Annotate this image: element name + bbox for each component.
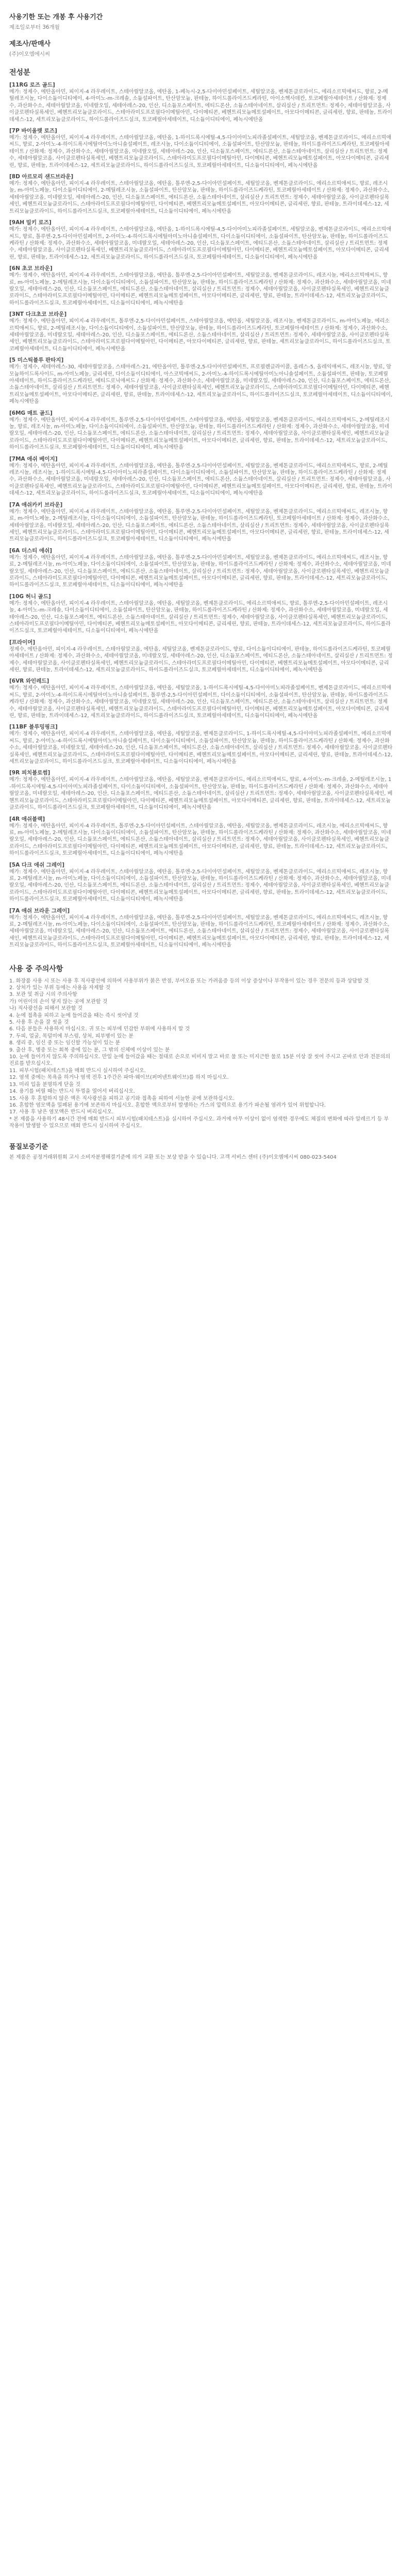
product-name: [5A 다크 애쉬 그레이] (9, 861, 64, 868)
caution-item: 17. 사용 후 남은 염모액은 반드시 버리십시오. (9, 1109, 114, 1115)
caution-list (9, 978, 393, 1130)
product-name: [7A 애쉬카키 브라운] (9, 501, 63, 508)
product-block (9, 219, 393, 261)
product-name: [6MG 매트 골드] (9, 410, 53, 416)
expiry-title: 사용기한 또는 개봉 후 사용기간 (9, 13, 103, 21)
product-name: [3NT 다크초코 브라운] (9, 311, 67, 318)
product-ingredients: 메가: 정제수, 에탄올아민, 피이지-4 라우레이트, 스테아릴알코올, 에탄올, 세틸알코올, 1-하이드록시에틸-4,5-다이아미노피라졸설페이트, 벤제톤클로라이드, 에리소르빅애씨드, 향료, 2-아미노-4-하이드록시에틸아미노아니솔설페이트, 톨루엔-2,5-다이아민설페이트, 다이소듐이디티에이, 소듐설파이트, 탄산암모늄, 판테놀, 하이드롤라이즈드케라틴 / 산화제: 정제수, 과산화수소, 세테아릴알코올, 미네랄오일, 세테아레스-20, 인산, 디소듐포스페이트, 에티드론산, 소듐스테아네이트, 살리실산 / 트리트먼트: 정제수, 세테아릴알코올, 사이클로펜타실록세인, 베헨트리모늄클로라이드, 스테아라미도프로필다이메틸아민, 다이메티콘, 베헨트리모늄메토설페이트, 아모다이메티콘, 글리세린, 향료, 판테놀, 트라이데세스-12, 세트리모늄클로라이드, 하이드롤라이즈드실크, 토코페릴아세테이트, 디소듐이디티에이, 페녹시에탄올 (9, 685, 392, 719)
product-ingredients: 메가: 정제수, 세테아레스-30, 세테아릴알코올, 스테아레스-21, 에탄올아민, 톨루엔-2,5-다이아민설페이트, 프로필렌글라이콜, 올레스-5, 올레익애씨드, 레조시놀, 향료, 암모늄하이드록사이드, m-아미노페놀, 글리세린, 다이소듐이디티에이, 아스코빅애씨드, 2-아미노-4-하이드록시에틸아미노아니솔설페이트, 소듐설파이트, 판테놀, 토코페릴아세테이트, 하이드롤라이즈드케라틴, 에티드로닉애씨드 / 산화제: 정제수, 과산화수소, 세테아릴알코올, 미네랄오일, 세테아레스-20, 인산, 디소듐포스페이트, 에티드론산, 소듐스테아네이트, 살리실산 / 트리트먼트: 정제수, 세테아릴알코올, 사이클로펜타실록세인, 베헨트리모늄클로라이드, 스테아라미도프로필다이메틸아민, 다이메티콘, 베헨트리모늄메토설페이트, 아모다이메티콘, 글리세린, 향료, 판테놀, 트라이데세스-12, 세트리모늄클로라이드, 하이드롤라이즈드실크, 토코페릴아세테이트, 디소듐이디티에이, 페녹시에탄올 (9, 364, 393, 405)
product-ingredients: 메가: 정제수, 에탄올아민, 피이지-4 라우레이트, 스테아릴알코올, 에탄올, 톨루엔-2,5-다이아민설페이트, 세틸알코올, 벤제톤클로라이드, 에리소르빅애씨드, 레조시놀, 향료, 2-메틸레조시놀, m-아미노페놀, 다이소듐이디티에이, 소듐설파이트, 탄산암모늄, 판테놀, 하이드롤라이즈드케라틴 / 산화제: 정제수, 과산화수소, 세테아릴알코올, 미네랄오일, 세테아레스-20, 인산, 디소듐포스페이트, 에티드론산, 소듐스테아네이트, 살리실산 / 트리트먼트: 정제수, 세테아릴알코올, 사이클로펜타실록세인, 베헨트리모늄클로라이드, 스테아라미도프로필다이메틸아민, 다이메티콘, 베헨트리모늄메토설페이트, 아모다이메티콘, 글리세린, 향료, 판테놀, 트라이데세스-12, 세트리모늄클로라이드, 하이드롤라이즈드실크, 토코페릴아세테이트, 디소듐이디티에이, 페녹시에탄올 (9, 869, 391, 903)
product-block (9, 861, 393, 903)
caution-item: 11. 피부시험(패치테스트)을 매회 반드시 실시하여 주십시오. (9, 1067, 146, 1074)
product-name: [11BF 블루밍핑크] (9, 724, 58, 731)
quality-title: 품질보증기준 (9, 1143, 48, 1151)
ingredients-list (9, 81, 393, 949)
product-name: [7P 바이올렛 로즈] (9, 128, 57, 134)
product-block (9, 311, 393, 352)
caution-item: 16. 혼합한 염모액을 밀폐된 용기에 보존하지 마십시오. 혼합한 액으로부터 발생하는 가스의 압력으로 용기가 파손될 염려가 있어 위험합니다. (9, 1102, 326, 1108)
product-name: [10G 허니 골드] (9, 593, 51, 600)
product-name: [11RG 로즈 골드] (9, 82, 55, 88)
product-ingredients: 메가: 정제수, 에탄올아민, 피이지-4 라우레이트, 스테아릴알코올, 에탄올, 톨루엔-2,5-다이아민설페이트, 세틸알코올, 벤제톤클로라이드, 에리소르빅애씨드, 향료, 2-메틸레조시놀, 레조시놀, 1-하이드록시에틸-4,5-다이아미노피라졸설페이트, 다이소듐이디티에이, 소듐설파이트, 탄산암모늄, 판테놀, 하이드롤라이즈드케라틴 / 산화제: 정제수, 과산화수소, 세테아릴알코올, 미네랄오일, 세테아레스-20, 인산, 디소듐포스페이트, 에티드론산, 소듐스테아네이트, 살리실산 / 트리트먼트: 정제수, 세테아릴알코올, 사이클로펜타실록세인, 베헨트리모늄클로라이드, 스테아라미도프로필다이메틸아민, 다이메티콘, 베헨트리모늄메토설페이트, 아모다이메티콘, 글리세린, 향료, 판테놀, 트라이데세스-12, 세트리모늄클로라이드, 하이드롤라이즈드실크, 토코페릴아세테이트, 디소듐이디티에이, 페녹시에탄올 (9, 463, 393, 497)
quality-text: 본 제품은 공정거래위원회 고시 소비자분쟁해결기준에 의거 교환 또는 보상 받을 수 있습니다. 고객 서비스 센터 (주)이오엠에시씨 080-023-5404 (9, 1154, 337, 1160)
product-block (9, 816, 393, 857)
caution-item: * 본 제품을 사용하기 48시간 전에 매회 반드시 피부시험(패치테스트)을 실시하여 주십시오. 과거에 아무 이상이 없이 염색한 경우에도 체질의 변화에 따라 알레르기 등 부작용이 발생할 수 있으므로 매회 반드시 실시하여 주십시오. (9, 1116, 389, 1129)
product-block (9, 501, 393, 543)
product-block (9, 723, 393, 765)
caution-item: 10. 눈에 들어가지 않도록 주의하십시오. 만일 눈에 들어갔을 때는 절대로 손으로 비비지 말고 바로 물 또는 미지근한 물로 15분 이상 잘 씻어 주시고 곧바로 안과 전문의의 진료를 받으십시오. (9, 1054, 391, 1067)
product-block (9, 677, 393, 719)
product-block (9, 593, 393, 635)
product-block (9, 127, 393, 169)
product-ingredients: 메가: 정제수, 에탄올아민, 피이지-4 라우레이트, 스테아릴알코올, 에탄올, 세틸알코올, 벤제톤클로라이드, 1-하이드록시에틸-4,5-다이아미노피라졸설페이트, 에리소르빅애씨드, 향료, 2-아미노-4-하이드록시에틸아미노아니솔설페이트, 다이소듐이디티에이, 소듐설파이트, 탄산암모늄, 판테놀, 하이드롤라이즈드케라틴 / 산화제: 정제수, 과산화수소, 세테아릴알코올, 미네랄오일, 세테아레스-20, 인산, 디소듐포스페이트, 에티드론산, 소듐스테아네이트, 살리실산 / 트리트먼트: 정제수, 세테아릴알코올, 사이클로펜타실록세인, 베헨트리모늄클로라이드, 스테아라미도프로필다이메틸아민, 다이메티콘, 베헨트리모늄메토설페이트, 아모다이메티콘, 글리세린, 향료, 판테놀, 트라이데세스-12, 세트리모늄클로라이드, 하이드롤라이즈드실크, 토코페릴아세테이트, 디소듐이디티에이, 페녹시에탄올 (9, 731, 393, 765)
product-block (9, 455, 393, 497)
quality-section (9, 1141, 393, 1161)
caution-item: 6. 다음 분들은 사용하지 마십시오. 귀 또는 피부에 민감한 부위에 사용하지 말 것 (9, 1026, 190, 1032)
caution-item: 1. 화장품 사용 시 또는 사용 후 직사광선에 의하여 사용부위가 붉은 반점, 부어오름 또는 가려움증 등의 이상 증상이나 부작용이 있는 경우 전문의 등과 상담할 것 (9, 978, 369, 984)
caution-item: 9. 출산 후, 병중 또는 회복 중에 있는 분, 그 밖의 신체에 이상이 있는 분 (9, 1047, 170, 1053)
product-block (9, 357, 393, 405)
product-name: [6N 초코 브라운] (9, 265, 53, 272)
product-ingredients: 메가: 정제수, 에탄올아민, 피이지-4 라우레이트, 스테아릴알코올, 에탄올, 1-페녹시-2,5-다이아민설페이트, 세틸알코올, 벤제톤클로라이드, 에리소르빅애씨드, 향료, 2-메틸레조시놀, 다이소듐이디티에이, 4-아미노-m-크레솔, 소듐설파이트, 탄산암모늄, 판테놀, 하이드롤라이즈드케라틴, 아이소헥사데칸, 토코페릴아세테이트 / 산화제: 정제수, 과산화수소, 세테아릴알코올, 미네랄오일, 세테아레스-20, 인산, 디소듐포스페이트, 에티드론산, 소듐스테아네이트, 살리실산 / 트리트먼트: 정제수, 세테아릴알코올, 사이클로펜타실록세인, 베헨트리모늄클로라이드, 스테아라미도프로필다이메틸아민, 다이메티콘, 베헨트리모늄메토설페이트, 아모다이메티콘, 글리세린, 향료, 판테놀, 트라이데세스-12, 세트리모늄클로라이드, 하이드롤라이즈드실크, 토코페릴아세테이트, 디소듐이디티에이, 페녹시에탄올 (9, 89, 393, 123)
product-block (9, 547, 393, 589)
product-name: [프라이머] (9, 639, 36, 646)
product-name: [4R 애쉬블랙] (9, 816, 45, 822)
caution-item: 4. 눈에 접촉을 피하고 눈에 들어갔을 때는 즉시 씻어낼 것 (9, 1012, 139, 1019)
product-ingredients: 메가: 정제수, 에탄올아민, 피이지-4 라우레이트, 스테아릴알코올, 에탄올, 1-하이드록시에틸-4,5-다이아미노피라졸설페이트, 세틸알코올, 벤제톤클로라이드, 에리소르빅애씨드, 향료, 톨루엔-2,5-다이아민설페이트, 2-아미노-4-하이드록시에틸아미노아니솔설페이트, 다이소듐이디티에이, 소듐설파이트, 탄산암모늄, 판테놀, 하이드롤라이즈드케라틴 / 산화제: 정제수, 과산화수소, 세테아릴알코올, 미네랄오일, 세테아레스-20, 인산, 디소듐포스페이트, 에티드론산, 소듐스테아네이트, 살리실산 / 트리트먼트: 정제수, 세테아릴알코올, 사이클로펜타실록세인, 베헨트리모늄클로라이드, 스테아라미도프로필다이메틸아민, 다이메티콘, 베헨트리모늄메토설페이트, 아모다이메티콘, 글리세린, 향료, 판테놀, 트라이데세스-12, 세트리모늄클로라이드, 하이드롤라이즈드실크, 토코페릴아세테이트, 디소듐이디티에이, 페녹시에탄올 (9, 227, 392, 260)
product-block (9, 173, 393, 215)
maker-title: 제조사/판매사 (9, 40, 51, 48)
product-ingredients: 메가: 정제수, 에탄올아민, 피이지-4 라우레이트, 스테아릴알코올, 에탄올, 톨루엔-2,5-다이아민설페이트, 세틸알코올, 벤제톤클로라이드, 에리소르빅애씨드, 향료, 레조시놀, m-아미노페놀, 다이소듐이디티에이, 2-메틸레조시놀, 소듐설파이트, 탄산암모늄, 판테놀, 하이드롤라이즈드케라틴, 토코페릴아세테이트 / 산화제: 정제수, 과산화수소, 세테아릴알코올, 미네랄오일, 세테아레스-20, 인산, 디소듐포스페이트, 에티드론산, 소듐스테아네이트, 살리실산 / 트리트먼트: 정제수, 세테아릴알코올, 사이클로펜타실록세인, 베헨트리모늄클로라이드, 스테아라미도프로필다이메틸아민, 다이메티콘, 베헨트리모늄메토설페이트, 아모다이메티콘, 글리세린, 향료, 판테놀, 트라이데세스-12, 세트리모늄클로라이드, 하이드롤라이즈드실크, 토코페릴아세테이트, 디소듐이디티에이, 페녹시에탄올 (9, 181, 390, 214)
expiry-section (9, 11, 393, 31)
product-name: [5 미스틱블루 판타지] (9, 357, 64, 364)
caution-item: 가) 어린이의 손이 닿지 않는 곳에 보관할 것 (9, 998, 108, 1005)
product-ingredients: 메가: 정제수, 에탄올아민, 피이지-4 라우레이트, 톨루엔-2,5-다이아민설페이트, 스테아릴알코올, 에탄올, 세틸알코올, 벤제톤클로라이드, 에리소르빅애씨드, 2-메틸레조시놀, 향료, 레조시놀, m-아미노페놀, 다이소듐이디티에이, 소듐설파이트, 탄산암모늄, 판테놀, 하이드롤라이즈드케라틴 / 산화제: 정제수, 과산화수소, 세테아릴알코올, 미네랄오일, 세테아레스-20, 인산, 디소듐포스페이트, 에티드론산, 소듐스테아네이트, 살리실산 / 트리트먼트: 정제수, 세테아릴알코올, 사이클로펜타실록세인, 베헨트리모늄클로라이드, 스테아라미도프로필다이메틸아민, 다이메티콘, 베헨트리모늄메토설페이트, 아모다이메티콘, 글리세린, 향료, 판테놀, 트라이데세스-12, 세트리모늄클로라이드, 하이드롤라이즈드실크, 토코페릴아세테이트, 디소듐이디티에이, 페녹시에탄올 (9, 417, 390, 451)
product-name: [7A 애쉬 브라운 그레이] (9, 907, 70, 914)
caution-item: 14. 용기를 버릴 때는 반드시 뚜껑을 열어서 버리십시오. (9, 1089, 136, 1095)
product-block (9, 907, 393, 949)
product-name: [9AH 밀키 로즈] (9, 219, 52, 226)
product-ingredients: 정제수, 에탄올아민, 피이지-4 라우레이트, 스테아릴알코올, 에탄올, 세틸알코올, 벤제톤클로라이드, 향료, 다이소듐이디티에이, 판테놀, 하이드롤라이즈드케라틴, 토코페릴아세테이트 / 산화제: 정제수, 과산화수소, 세테아릴알코올, 미네랄오일, 세테아레스-20, 인산, 디소듐포스페이트, 에티드론산, 소듐스테아네이트, 살리실산 / 트리트먼트: 정제수, 세테아릴알코올, 사이클로펜타실록세인, 베헨트리모늄클로라이드, 스테아라미도프로필다이메틸아민, 다이메티콘, 베헨트리모늄메토설페이트, 아모다이메티콘, 글리세린, 향료, 판테놀, 트라이데세스-12, 세트리모늄클로라이드, 하이드롤라이즈드실크, 토코페릴아세테이트, 디소듐이디티에이, 페녹시에탄올 (9, 646, 393, 673)
product-ingredients: 메가: 정제수, 에탄올아민, 피이지-4 라우레이트, 톨루엔-2,5-다이아민설페이트, 스테아릴알코올, 에탄올, 세틸알코올, 벤제톤클로라이드, 레조시놀, 에리소르빅애씨드, 향료, m-아미노페놀, 2-메틸레조시놀, 다이소듐이디티에이, 소듐설파이트, 탄산암모늄, 판테놀, 하이드롤라이즈드케라틴 / 산화제: 정제수, 과산화수소, 세테아릴알코올, 미네랄오일, 세테아레스-20, 인산, 디소듐포스페이트, 에티드론산, 소듐스테아네이트, 살리실산 / 트리트먼트: 정제수, 세테아릴알코올, 사이클로펜타실록세인, 베헨트리모늄클로라이드, 스테아라미도프로필다이메틸아민, 다이메티콘, 베헨트리모늄메토설페이트, 아모다이메티콘, 글리세린, 향료, 판테놀, 트라이데세스-12, 세트리모늄클로라이드, 하이드롤라이즈드실크, 토코페릴아세테이트, 디소듐이디티에이, 페녹시에탄올 (9, 823, 391, 857)
product-block (9, 265, 393, 307)
product-ingredients: 메가: 정제수, 에탄올아민, 피이지-4 라우레이트, 스테아릴알코올, 에탄올, 세틸알코올, 벤제톤클로라이드, 에리소르빅애씨드, 향료, 톨루엔-2,5-다이아민설페이트, 레조시놀, 4-아미노-m-크레솔, 다이소듐이디티에이, 소듐설파이트, 탄산암모늄, 판테놀, 하이드롤라이즈드케라틴 / 산화제: 정제수, 과산화수소, 세테아릴알코올, 미네랄오일, 세테아레스-20, 인산, 디소듐포스페이트, 에티드론산, 소듐스테아네이트, 살리실산 / 트리트먼트: 정제수, 세테아릴알코올, 사이클로펜타실록세인, 베헨트리모늄클로라이드, 스테아라미도프로필다이메틸아민, 다이메티콘, 베헨트리모늄메토설페이트, 아모다이메티콘, 글리세린, 향료, 판테놀, 트라이데세스-12, 세트리모늄클로라이드, 하이드롤라이즈드실크, 토코페릴아세테이트, 디소듐이디티에이, 페녹시에탄올 (9, 600, 391, 634)
product-block (9, 639, 393, 674)
caution-item: 3. 보관 및 취급 시의 주의사항 (9, 992, 77, 998)
caution-item: 7. 두피, 얼굴, 목덜미에 부스럼, 상처, 피부병이 있는 분 (9, 1033, 133, 1039)
product-name: [6VR 와인레드] (9, 678, 49, 685)
product-ingredients: 메가: 정제수, 에탄올아민, 피이지-4 라우레이트, 스테아릴알코올, 에탄올, 톨루엔-2,5-다이아민설페이트, 세틸알코올, 벤제톤클로라이드, 에리소르빅애씨드, 레조시놀, 향료, 2-메틸레조시놀, m-아미노페놀, 다이소듐이디티에이, 소듐설파이트, 탄산암모늄, 판테놀, 하이드롤라이즈드케라틴 / 산화제: 정제수, 과산화수소, 세테아릴알코올, 미네랄오일, 세테아레스-20, 인산, 디소듐포스페이트, 에티드론산, 소듐스테아네이트, 살리실산 / 트리트먼트: 정제수, 세테아릴알코올, 사이클로펜타실록세인, 베헨트리모늄클로라이드, 스테아라미도프로필다이메틸아민, 다이메티콘, 베헨트리모늄메토설페이트, 아모다이메티콘, 글리세린, 향료, 판테놀, 트라이데세스-12, 세트리모늄클로라이드, 하이드롤라이즈드실크, 토코페릴아세테이트, 디소듐이디티에이, 페녹시에탄올 (9, 554, 391, 588)
caution-item: 나) 직사광선을 피해서 보관할 것 (9, 1006, 83, 1012)
maker-section (9, 38, 393, 58)
caution-title: 사용 중 주의사항 (9, 964, 63, 973)
caution-item: 15. 사용 후 혼합하지 않은 액은 직사광선을 피하고 공기와 접촉을 피하여 서늘한 곳에 보관하십시오. (9, 1095, 235, 1101)
product-block (9, 81, 393, 123)
product-name: [6A 더스티 애쉬] (9, 547, 53, 554)
product-info-page (0, 0, 402, 1176)
ingredients-title: 전성분 (9, 69, 30, 77)
product-name: [8D 아르모리 샌드브라운] (9, 174, 74, 180)
product-block (9, 410, 393, 451)
product-ingredients: 메가: 정제수, 에탄올아민, 피이지-4 라우레이트, 스테아릴알코올, 에탄올, 세틸알코올, 벤제톤클로라이드, 에리소르빅애씨드, 향료, 4-아미노-m-크레솔, 2-메틸레조시놀, 1-하이드록시에틸-4,5-다이아미노피라졸설페이트, 다이소듐이디티에이, 소듐설파이트, 탄산암모늄, 판테놀, 하이드롤라이즈드케라틴 / 산화제: 정제수, 과산화수소, 세테아릴알코올, 미네랄오일, 세테아레스-20, 인산, 디소듐포스페이트, 에티드론산, 소듐스테아네이트, 살리실산 / 트리트먼트: 정제수, 세테아릴알코올, 사이클로펜타실록세인, 베헨트리모늄클로라이드, 스테아라미도프로필다이메틸아민, 다이메티콘, 베헨트리모늄메토설페이트, 아모다이메티콘, 글리세린, 향료, 판테놀, 트라이데세스-12, 세트리모늄클로라이드, 하이드롤라이즈드실크, 토코페릴아세테이트, 디소듐이디티에이, 페녹시에탄올 (9, 777, 393, 811)
product-ingredients: 메가: 정제수, 에탄올아민, 피이지-4 라우레이트, 스테아릴알코올, 에탄올, 톨루엔-2,5-다이아민설페이트, 세틸알코올, 벤제톤클로라이드, 에리소르빅애씨드, 레조시놀, 향료, 2-메틸레조시놀, m-아미노페놀, 다이소듐이디티에이, 소듐설파이트, 탄산암모늄, 판테놀, 하이드롤라이즈드케라틴, 토코페릴아세테이트 / 산화제: 정제수, 과산화수소, 세테아릴알코올, 미네랄오일, 세테아레스-20, 인산, 디소듐포스페이트, 에티드론산, 소듐스테아네이트, 살리실산 / 트리트먼트: 정제수, 세테아릴알코올, 사이클로펜타실록세인, 베헨트리모늄클로라이드, 스테아라미도프로필다이메틸아민, 다이메티콘, 베헨트리모늄메토설페이트, 아모다이메티콘, 글리세린, 향료, 판테놀, 트라이데세스-12, 세트리모늄클로라이드, 하이드롤라이즈드실크, 토코페릴아세테이트, 디소듐이디티에이, 페녹시에탄올 (9, 914, 390, 948)
product-block (9, 769, 393, 811)
caution-item: 13. 미리 입을 분명하게 닫을 것 (9, 1081, 81, 1088)
ingredients-section (9, 67, 393, 949)
caution-item: 12. 염색 중에는 목욕을 하거나 염색 전후 1주간은 파마·웨이브(퍼머넨트웨이브)를 하지 마십시오. (9, 1075, 229, 1081)
maker-value: (주)이오엠에시씨 (9, 51, 51, 57)
caution-item: 2. 상처가 있는 부위 등에는 사용을 자제할 것 (9, 985, 111, 991)
caution-item: 5. 사용 후 손을 잘 씻을 것 (9, 1020, 69, 1026)
product-ingredients: 메가: 정제수, 에탄올아민, 피이지-4 라우레이트, 톨루엔-2,5-다이아민설페이트, 스테아릴알코올, 에탄올, 세틸알코올, 레조시놀, 벤제톤클로라이드, m-아미노페놀, 에리소르빅애씨드, 향료, 2-메틸레조시놀, 다이소듐이디티에이, 소듐설파이트, 탄산암모늄, 판테놀, 하이드롤라이즈드케라틴, 토코페릴아세테이트 / 산화제: 정제수, 과산화수소, 세테아릴알코올, 미네랄오일, 세테아레스-20, 인산, 디소듐포스페이트, 에티드론산, 소듐스테아네이트, 살리실산 / 트리트먼트: 정제수, 세테아릴알코올, 사이클로펜타실록세인, 베헨트리모늄클로라이드, 스테아라미도프로필다이메틸아민, 다이메티콘, 아모다이메티콘, 글리세린, 향료, 판테놀, 세트리모늄클로라이드, 하이드롤라이즈드실크, 토코페릴아세테이트, 디소듐이디티에이, 페녹시에탄올 (9, 318, 391, 352)
product-ingredients: 메가: 정제수, 에탄올아민, 피이지-4 라우레이트, 스테아릴알코올, 에탄올, 톨루엔-2,5-다이아민설페이트, 세틸알코올, 벤제톤클로라이드, 에리소르빅애씨드, 레조시놀, 향료, m-아미노페놀, 2-메틸레조시놀, 다이소듐이디티에이, 소듐설파이트, 탄산암모늄, 판테놀, 하이드롤라이즈드케라틴, 토코페릴아세테이트 / 산화제: 정제수, 과산화수소, 세테아릴알코올, 미네랄오일, 세테아레스-20, 인산, 디소듐포스페이트, 에티드론산, 소듐스테아네이트, 살리실산 / 트리트먼트: 정제수, 세테아릴알코올, 사이클로펜타실록세인, 베헨트리모늄클로라이드, 스테아라미도프로필다이메틸아민, 다이메티콘, 베헨트리모늄메토설페이트, 아모다이메티콘, 글리세린, 향료, 판테놀, 트라이데세스-12, 세트리모늄클로라이드, 하이드롤라이즈드실크, 토코페릴아세테이트, 디소듐이디티에이, 페녹시에탄올 (9, 509, 390, 543)
caution-item: 8. 생리 중, 임신 중 또는 임신할 가능성이 있는 분 (9, 1040, 121, 1046)
product-name: [7MA 애쉬 베이지] (9, 455, 58, 462)
product-ingredients: 메가: 정제수, 에탄올아민, 피이지-4 라우레이트, 스테아릴알코올, 에탄올, 톨루엔-2,5-다이아민설페이트, 세틸알코올, 벤제톤클로라이드, 레조시놀, 에리소르빅애씨드, 향료, m-아미노페놀, 2-메틸레조시놀, 다이소듐이디티에이, 소듐설파이트, 탄산암모늄, 판테놀, 하이드롤라이즈드케라틴 / 산화제: 정제수, 과산화수소, 세테아릴알코올, 미네랄오일, 세테아레스-20, 인산, 디소듐포스페이트, 에티드론산, 소듐스테아네이트, 살리실산 / 트리트먼트: 정제수, 세테아릴알코올, 사이클로펜타실록세인, 베헨트리모늄클로라이드, 스테아라미도프로필다이메틸아민, 다이메티콘, 베헨트리모늄메토설페이트, 아모다이메티콘, 글리세린, 향료, 판테놀, 트라이데세스-12, 세트리모늄클로라이드, 하이드롤라이즈드실크, 토코페릴아세테이트, 디소듐이디티에이, 페녹시에탄올 (9, 273, 391, 306)
product-ingredients: 메가: 정제수, 에탄올아민, 피이지-4 라우레이트, 스테아릴알코올, 에탄올, 1-하이드록시에틸-4,5-다이아미노피라졸설페이트, 세틸알코올, 벤제톤클로라이드, 에리소르빅애씨드, 향료, 2-아미노-4-하이드록시에틸아미노아니솔설페이트, 레조시놀, 다이소듐이디티에이, 소듐설파이트, 탄산암모늄, 판테놀, 하이드롤라이즈드케라틴, 토코페릴아세테이트 / 산화제: 정제수, 과산화수소, 세테아릴알코올, 미네랄오일, 세테아레스-20, 인산, 디소듐포스페이트, 에티드론산, 소듐스테아네이트, 살리실산 / 트리트먼트: 정제수, 세테아릴알코올, 사이클로펜타실록세인, 베헨트리모늄클로라이드, 스테아라미도프로필다이메틸아민, 다이메티콘, 베헨트리모늄메토설페이트, 아모다이메티콘, 글리세린, 향료, 판테놀, 트라이데세스-12, 세트리모늄클로라이드, 하이드롤라이즈드실크, 토코페릴아세테이트, 디소듐이디티에이, 페녹시에탄올 (9, 135, 392, 168)
caution-section (9, 963, 393, 1130)
product-name: [9R 피치블로썸] (9, 770, 51, 776)
expiry-value: 제조일로부터 36개월 (9, 24, 60, 30)
